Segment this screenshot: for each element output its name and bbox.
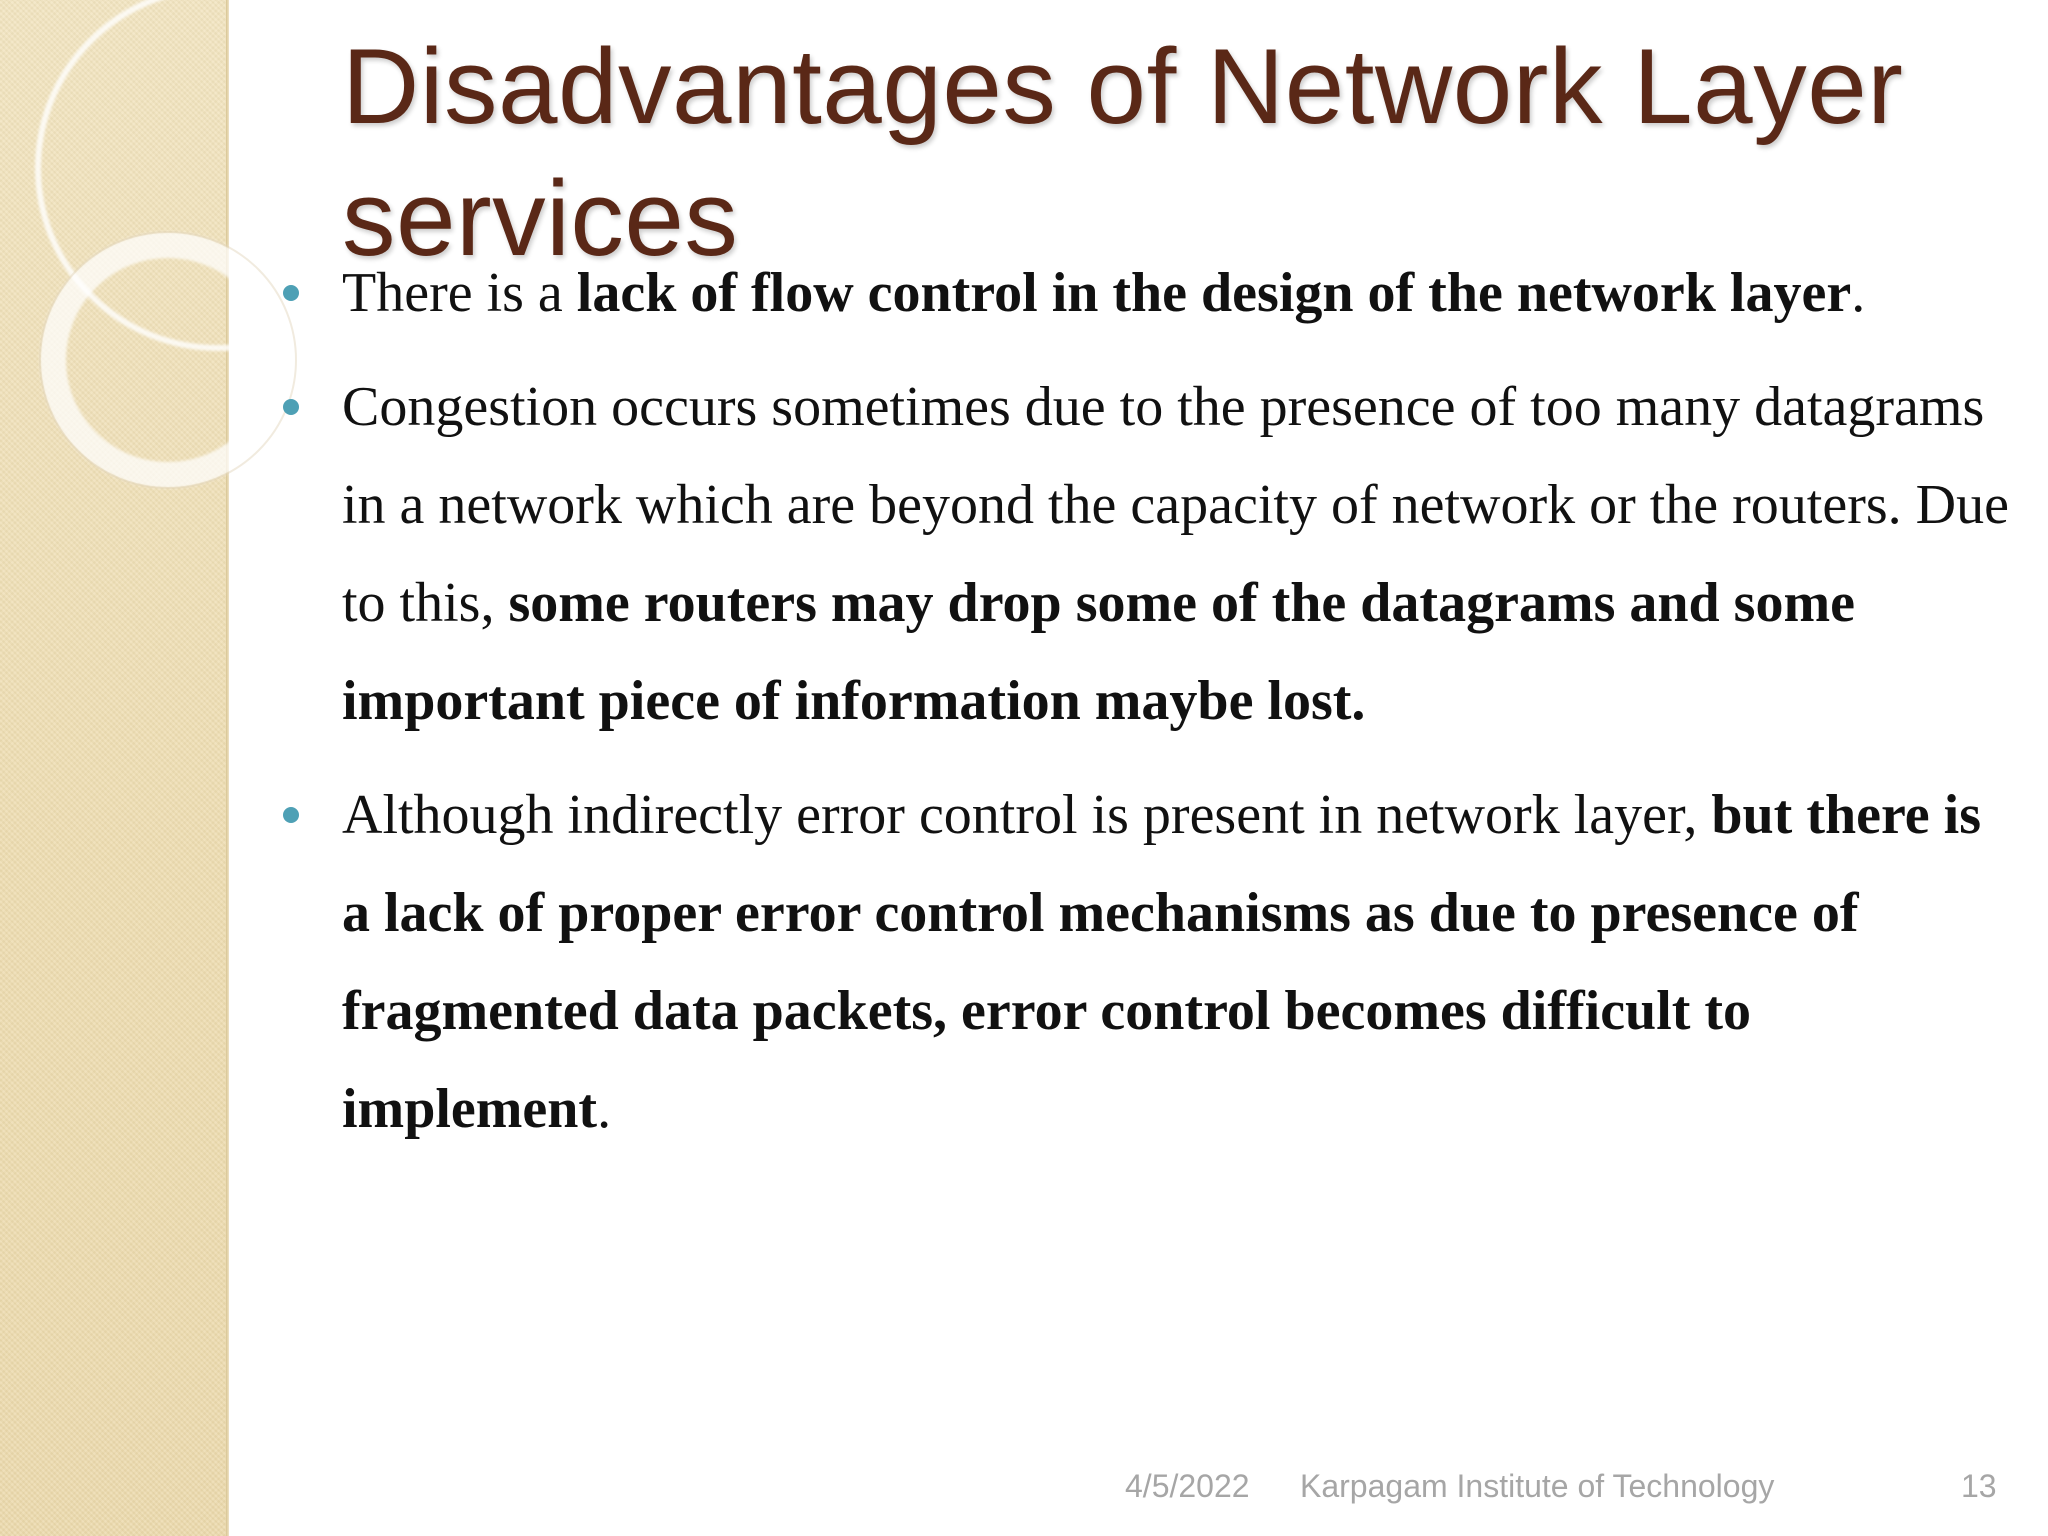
bullet-dot-icon (283, 285, 299, 301)
bullet-item-flow-control (275, 244, 2015, 342)
footer-organization: Karpagam Institute of Technology (1300, 1468, 1775, 1504)
bullet-item-congestion (275, 358, 2015, 750)
bullet-text-bold: but there is a lack of proper error control mechanisms as due to presence of fragmented data packets, error control becomes difficult to implement (342, 784, 1982, 1140)
bullet-text-plain: . (1851, 262, 1866, 324)
footer-page-number: 13 (1961, 1468, 1997, 1504)
bullet-item-error-control (275, 766, 2015, 1158)
bullet-text-plain: There is a (342, 262, 577, 324)
decorative-sidebar (0, 0, 228, 1536)
footer-date: 4/5/2022 (1125, 1468, 1250, 1504)
slide-title: Disadvantages of Network Layer services (342, 26, 1904, 278)
bullet-text-bold: some routers may drop some of the datagrams and some important piece of information maybe lost. (342, 572, 1855, 732)
bullet-dot-icon (283, 807, 299, 823)
bullet-text-plain: . (597, 1078, 612, 1140)
bullet-text-plain: Congestion occurs sometimes due to the presence of too many datagrams in a network which are beyond the capacity of network or the routers. Due to this, (342, 376, 2009, 634)
bullet-list (275, 244, 2015, 1174)
bullet-text-plain: Although indirectly error control is present in network layer, (342, 784, 1712, 846)
bullet-text-bold: lack of flow control in the design of the network layer (576, 262, 1852, 324)
bullet-dot-icon (283, 399, 299, 415)
